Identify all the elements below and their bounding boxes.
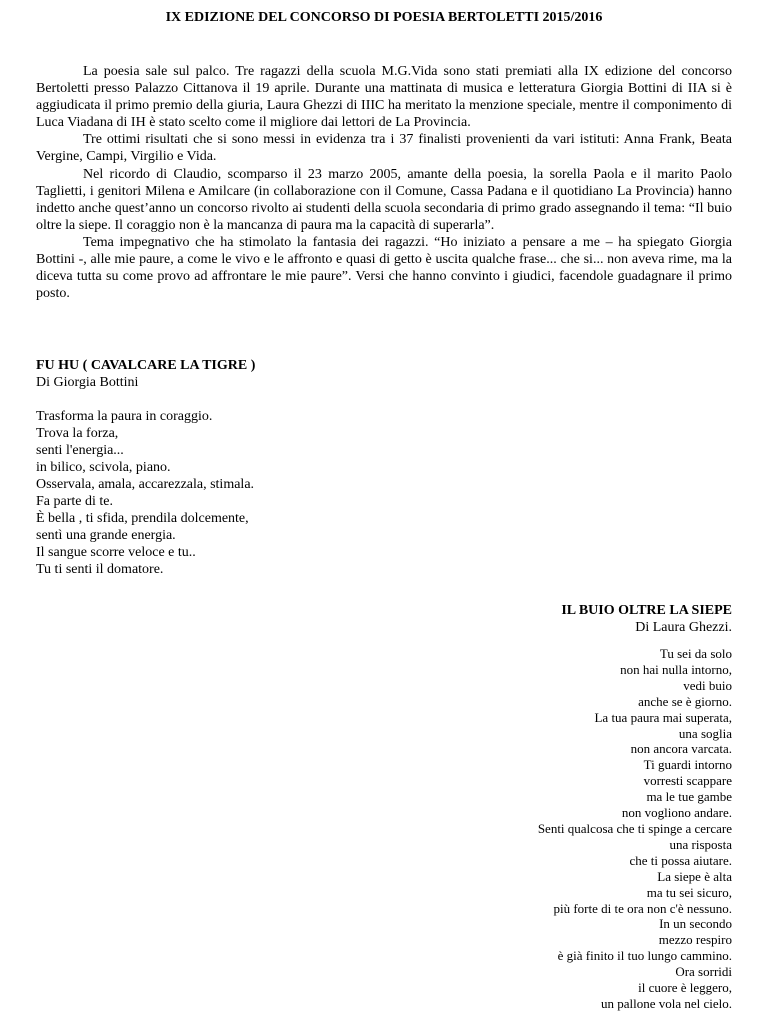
poem-line: In un secondo bbox=[659, 916, 732, 932]
poem-line: Tu ti senti il domatore. bbox=[36, 562, 164, 577]
poem-line: Fa parte di te. bbox=[36, 494, 113, 509]
poem-line: Ora sorridi bbox=[675, 964, 732, 980]
poem-verses bbox=[36, 408, 436, 578]
poem-verses bbox=[312, 646, 732, 1012]
poem-line: che ti possa aiutare. bbox=[629, 852, 732, 868]
poem-line: Tu sei da solo bbox=[659, 646, 732, 661]
poem-line: ma le tue gambe bbox=[646, 789, 732, 805]
poem-line: Senti qualcosa che ti spinge a cercare bbox=[537, 820, 732, 836]
poem-line: Osservala, amala, accarezzala, stimala. bbox=[36, 477, 255, 492]
poem-line: una soglia bbox=[678, 725, 732, 741]
poem-line: anche se è giorno. bbox=[638, 693, 732, 709]
poem-line: non ancora varcata. bbox=[630, 741, 732, 757]
poem-line: Ti guardi intorno bbox=[643, 757, 732, 773]
poem-title: IL BUIO OLTRE LA SIEPE bbox=[561, 603, 732, 618]
article-body bbox=[36, 63, 732, 302]
poem-line: il cuore è leggero, bbox=[638, 980, 732, 996]
poem-author: Di Laura Ghezzi. bbox=[635, 620, 732, 635]
article-paragraph-2: Tre ottimi risultati che si sono messi in evidenza tra i 37 finalisti provenienti da vari istituti: Anna Frank, Beata Vergine, Campi, Virgilio e Vida. bbox=[36, 132, 732, 165]
poem-line: Trasforma la paura in coraggio. bbox=[36, 409, 213, 424]
poem-line: in bilico, scivola, piano. bbox=[36, 460, 171, 475]
article-paragraph-4: Tema impegnativo che ha stimolato la fantasia dei ragazzi. “Ho iniziato a pensare a me – ha spiegato Giorgia Bottini -, alle mie paure, a come le vivo e le affronto e quasi di getto è uscita qualche frase... che si... non aveva rime, ma la diceva tutta su come provo ad affrontare le mie paure”. Versi che hanno convinto i giudici, facendole guadagnare il primo posto. bbox=[36, 234, 732, 302]
poem-line: è già finito il tuo lungo cammino. bbox=[557, 948, 732, 964]
page-title: IX EDIZIONE DEL CONCORSO DI POESIA BERTOLETTI 2015/2016 bbox=[165, 10, 603, 25]
poem-fu-hu bbox=[36, 357, 436, 578]
poem-line: vorresti scappare bbox=[643, 773, 732, 789]
poem-title: FU HU ( CAVALCARE LA TIGRE ) bbox=[36, 358, 256, 373]
article-paragraph-3: Nel ricordo di Claudio, scomparso il 23 marzo 2005, amante della poesia, la sorella Paola e il marito Paolo Taglietti, i genitori Milena e Amilcare (in collaborazione con il Comune, Cassa Padana e il quotidiano La Provincia) hanno indetto anche quest’anno un concorso rivolto ai studenti della scuola secondaria di primo grado assegnando il tema: “Il buio oltre la siepe. Il coraggio non è la mancanza di paura ma la capacità di superarla”. bbox=[36, 166, 732, 233]
poem-line: senti l'energia... bbox=[36, 443, 124, 458]
poem-line: La tua paura mai superata, bbox=[594, 709, 732, 725]
poem-line: più forte di te ora non c'è nessuno. bbox=[553, 900, 732, 916]
poem-line: vedi buio bbox=[683, 677, 732, 693]
poem-line: un pallone vola nel cielo. bbox=[600, 995, 732, 1011]
poem-line: non vogliono andare. bbox=[621, 805, 732, 821]
poem-line: sentì una grande energia. bbox=[36, 528, 176, 543]
poem-line: È bella , ti sfida, prendila dolcemente, bbox=[36, 511, 249, 526]
article-paragraph-1: La poesia sale sul palco. Tre ragazzi della scuola M.G.Vida sono stati premiati alla IX edizione del concorso Bertoletti presso Palazzo Cittanova il 19 aprile. Durante una mattinata di musica e letteratura Giorgia Bottini di IIA si è aggiudicata il primo premio della giuria, Laura Ghezzi di IIIC ha meritato la menzione speciale, mentre il componimento di Luca Viadana di IH è stato scelto come il migliore dai lettori de La Provincia. bbox=[36, 64, 732, 131]
poem-line: non hai nulla intorno, bbox=[620, 661, 732, 677]
poem-author: Di Giorgia Bottini bbox=[36, 375, 139, 390]
poem-line: ma tu sei sicuro, bbox=[646, 884, 732, 900]
poem-il-buio-oltre-la-siepe bbox=[312, 602, 732, 1012]
poem-line: La siepe è alta bbox=[657, 868, 732, 884]
poem-line: Il sangue scorre veloce e tu.. bbox=[36, 545, 196, 560]
poem-line: Trova la forza, bbox=[36, 426, 119, 441]
poem-line: una risposta bbox=[669, 836, 732, 852]
poem-line: mezzo respiro bbox=[658, 932, 732, 948]
